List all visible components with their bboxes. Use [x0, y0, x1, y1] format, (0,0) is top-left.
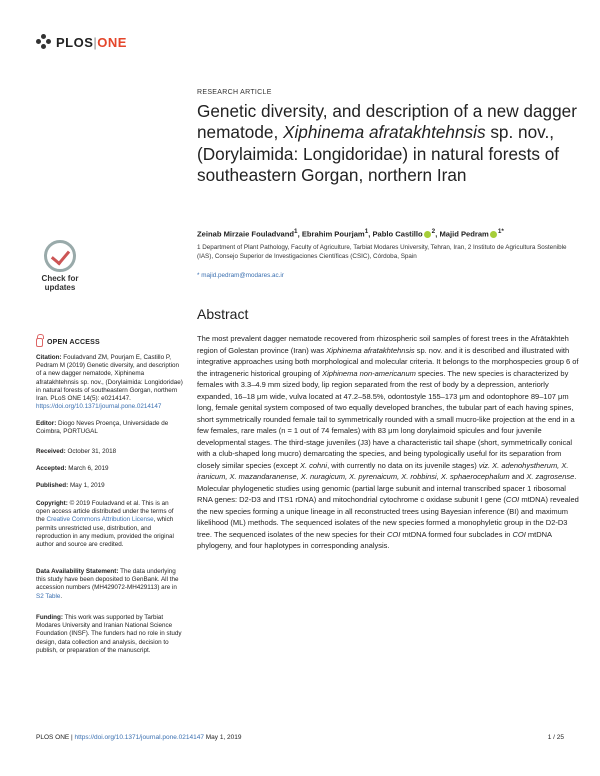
open-access-label: OPEN ACCESS [36, 338, 100, 347]
article-title: Genetic diversity, and description of a new dagger nematode, Xiphinema afratakhtehnsis sp. nov., (Dorylaimida: Longidoridae) in natural forests of southeastern Gorgan, northern Iran [197, 101, 577, 185]
data-availability-block: Data Availability Statement: The data underlying this study have been deposited to GenBank. All the accession numbers (MH429072-MH429113) are in S2 Table. [36, 568, 179, 600]
citation-doi-link[interactable]: https://doi.org/10.1371/journal.pone.0214147 [36, 403, 162, 411]
badge-text: Check for updates [41, 274, 79, 292]
cc-license-link[interactable]: Creative Commons Attribution License [46, 516, 154, 524]
orcid-icon[interactable] [424, 231, 431, 238]
editor-block: Editor: Diogo Neves Proença, Universidade de Coimbra, PORTUGAL [36, 420, 169, 436]
abstract-body: The most prevalent dagger nematode recovered from rhizospheric soil samples of forest trees in the Afrātakhteh region of Golestan province (Iran) was Xiphinema afratakhtehnsis sp. nov. and it is described and illustrated with integrative approaches using both morphological and molecular criteria. It belongs to the morphospecies group 6 of the intrageneric historical grouping of Xiphinema non-americanum species. The new species is characterized by females with 3.3–4.9 mm sized body, lip region separated from the rest of body by a depression, anteriorly expanded, 16–18 μm wide, vulva located at 47.2–58.5%, odontostyle 155–173 μm and odontophore 89–107 μm long, female genital system composed of two equally developed branches, the tubular part of each having spines, short symmetrically rounded female tail to symmetrically rounded with a small mucro-like projection at the end in a few females, rare males (n = 1 out of 74 females) with 83 μm long dorylaimoid spicules and four juvenile developmental stages. The third-stage juveniles (J3) have a characteristic tail shape (short, symmetrically conical with a club-shaped long mucro) demarcating the species, and being typologically useful for its separation from closely similar species (except X. cohni, with currently no data on its juvenile stages) viz. X. adenohystherum, X. iranicum, X. mazandaranense, X. nuragicum, X. pyrenaicum, X. robbinsi, X. sphaerocephalum and X. zagrosense. Molecular phylogenetic studies using genomic (partial large subunit and internal transcribed spacer 1 ribosomal RNA genes: D2-D3 and ITS1 rDNA) and mitochondrial cytochrome c oxidase subunit I gene (COI mtDNA) revealed the new species forming a unique lineage in all reconstructed trees using Bayesian inference (BI) and maximum likelihood (ML) methods. The sequenced isolates of the new species formed a monophyletic group in the D2-D3 tree. The sequenced isolates of the new species for their COI mtDNA formed four subclades in COI mtDNA phylogeny, and four haplotypes in corresponding analysis. [197, 334, 579, 550]
author-list: Zeinab Mirzaie Fouladvand$^1$, Ebrahim Pourjam$^1$, Pablo Castillo $^2$, Majid Pedram $^{1*}$ [197, 228, 504, 239]
plos-logo-icon [36, 34, 52, 50]
accepted-block: Accepted: March 6, 2019 [36, 465, 109, 472]
page-number: 1 / 25 [547, 734, 564, 741]
copyright-block: Copyright: © 2019 Fouladvand et al. This is an open access article distributed under the terms of the Creative Commons Attribution License, which permits unrestricted use, distribution, and reproduction in any medium, provided the original author and source are credited. [36, 500, 174, 549]
logo-text: PLOS|ONE [56, 34, 127, 50]
citation-block: Citation: Fouladvand ZM, Pourjam E, Castillo P, Pedram M (2019) Genetic diversity, and description of a new dagger nematode, Xiphinema afratakhtehnsis sp. nov., (Dorylaimida: Longidoridae) in natural forests of southeastern Gorgan, northern Iran. PLoS ONE 14(5): e0214147. https://doi.org/10.1371/journal.pone.0214147 [36, 354, 183, 411]
plos-one-logo[interactable] [36, 34, 127, 50]
received-block: Received: October 31, 2018 [36, 448, 117, 455]
footer-doi-link[interactable]: https://doi.org/10.1371/journal.pone.0214147 [74, 734, 204, 741]
check-for-updates-badge[interactable] [36, 240, 84, 296]
abstract-heading: Abstract [197, 306, 249, 322]
check-updates-icon [44, 240, 76, 272]
corresponding-email[interactable]: * majid.pedram@modares.ac.ir [197, 272, 284, 279]
s2-table-link[interactable]: S2 Table [36, 592, 61, 600]
orcid-icon[interactable] [490, 231, 497, 238]
funding-block: Funding: This work was supported by Tarbiat Modares University and Iranian National Science Foundation (INSF). The funders had no role in study design, data collection and analysis, decision to publish, or preparation of the manuscript. [36, 614, 182, 654]
open-lock-icon [36, 338, 43, 347]
affiliations: 1 Department of Plant Pathology, Faculty of Agriculture, Tarbiat Modares University, Tehran, Iran, 2 Instituto de Agricultura Sostenible (IAS), Consejo Superior de Investigaciones Científicas (CSIC), Córdoba, Spain [197, 244, 567, 260]
article-type: RESEARCH ARTICLE [197, 89, 272, 96]
page-footer: PLOS ONE | https://doi.org/10.1371/journal.pone.0214147 May 1, 2019 1 / 25 [36, 734, 564, 741]
published-block: Published: May 1, 2019 [36, 482, 105, 489]
